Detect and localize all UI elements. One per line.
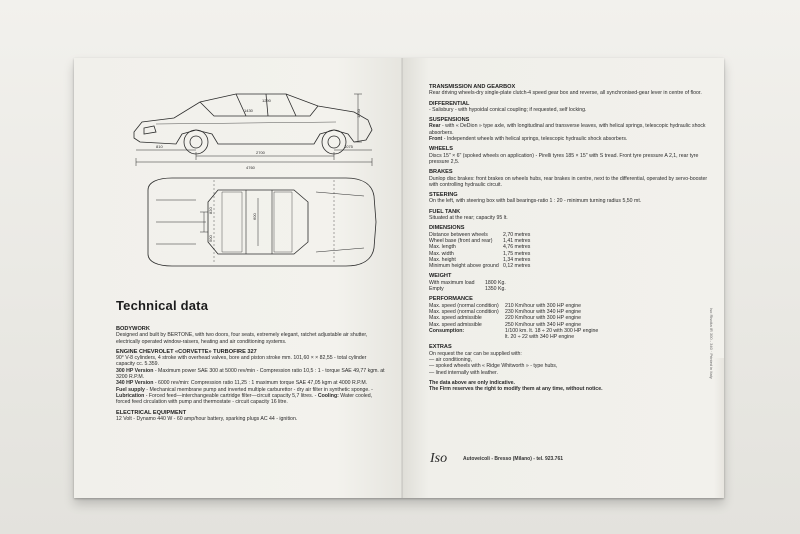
performance-key: Max. speed (normal condition) <box>429 302 499 309</box>
consumption-value: lt. 20 ÷ 22 with 340 HP engine <box>505 334 575 341</box>
dimension-value: 1,41 metres <box>503 237 531 244</box>
weight-key: Empty <box>429 286 444 293</box>
torn-edge <box>714 358 724 498</box>
performance-value: 250 Km/hour with 340 HP engine <box>505 321 582 328</box>
rear-suspension <box>429 123 714 136</box>
brochure-footer <box>429 448 714 468</box>
engine-text: 90° V-8 cylinders, 4 stroke with overhead valves, bore and piston stroke mm. 101,60 × × 82,55 - total cylinder capacity cc. 5.359. <box>116 355 367 368</box>
dimension-value: 0,12 metres <box>503 263 531 270</box>
consumption-label: Consumption: <box>429 327 465 334</box>
disclaimer <box>429 386 714 392</box>
front-suspension <box>429 136 714 142</box>
page-title: Technical data <box>116 298 209 313</box>
section-title-suspensions: SUSPENSIONS <box>429 117 470 124</box>
hp300-paragraph <box>116 368 386 381</box>
extras-intro: On request the car can be supplied with: <box>429 350 522 357</box>
performance-value: 210 Km/hour with 300 HP engine <box>505 302 582 309</box>
cooling-label: Cooling: <box>317 392 339 399</box>
fuel-text: - Mechanical membrane pump and inverted multiple carburettor - dry air filter in synthetic sponge. - <box>144 386 373 393</box>
firm-address: Autoveicoli - Bresso (Milano) - tel. 923.761 <box>463 456 564 462</box>
weight-key: With maximum load <box>429 279 475 286</box>
car-technical-drawings <box>96 72 386 304</box>
section-title-brakes: BRAKES <box>429 169 453 176</box>
extras-item: — lined internally with leather. <box>429 369 498 376</box>
transmission-text: Rear driving wheels-dry single-plate clutch-4 speed gear box and reverse, all synchronised-gear lever in centre of floor. <box>429 90 702 97</box>
performance-key: Max. speed admissible <box>429 321 482 328</box>
fuel-label: Fuel supply <box>116 386 145 393</box>
performance-key: Max. speed (normal condition) <box>429 308 499 315</box>
left-specs <box>116 326 386 422</box>
section-title-extras: EXTRAS <box>429 344 452 351</box>
dimension-value: 4,76 metres <box>503 244 531 251</box>
wheels-text: Discs 15" × 6" (spoked wheels on application) - Pirelli tyres 185 × 15" with S tread. Front tyre pressure A 2,1, rear tyre pressure 2,5. <box>429 152 699 165</box>
weight-row <box>429 286 714 292</box>
section-title-engine: ENGINE CHEVROLET «CORVETTE» TURBOFIRE 327 <box>116 348 257 355</box>
dim-label: 1290 <box>262 98 271 103</box>
front-label: Front <box>429 136 443 143</box>
dim-label: 1075 <box>344 144 353 149</box>
bodywork-text: Designed and built by BERTONE, with two doors, four seats, extremely elegant, ratchet adjustable air shutter, electrically operated window-raisers, heating and air conditioning systems. <box>116 332 368 345</box>
margin-note-text: Iso Rivolta IR 300 - 340 · Printed in Italy <box>709 308 714 379</box>
extras-item: — air conditioning, <box>429 356 472 363</box>
dimension-value: 1,75 metres <box>503 250 531 257</box>
left-page <box>74 58 403 498</box>
rear-label: Rear <box>429 123 441 130</box>
hp300-text: - Maximum power SAE 300 at 5000 rev/min - Compression ratio 10,5 : 1 - torque SAE 49,77 kgm. at 3200 R.P.M. <box>116 367 385 381</box>
section-title-wheels: WHEELS <box>429 146 453 153</box>
electrical-text: 12 Volt - Dynamo 440 W - 60 amp/hour battery, sparking plugs AC 44 - ignition. <box>116 415 298 422</box>
iso-logo <box>429 448 455 466</box>
lubrication-label: Lubrication <box>116 392 145 399</box>
weight-value: 1800 Kg. <box>485 279 506 286</box>
dim-label: 1430 <box>244 108 253 113</box>
disclaimer-line: The data above are only indicative. <box>429 379 515 386</box>
consumption-row <box>429 334 714 340</box>
hp300-label: 300 HP Version <box>116 367 154 374</box>
rear-text: - with « DeDion » type axle, with longitudinal and transverse leaves, with helical springs, telescopic hydraulic shock absorbers. <box>429 123 706 136</box>
dimension-key: Max. length <box>429 244 456 251</box>
fuel-tank-text: Situated at the rear; capacity 95 lt. <box>429 215 508 222</box>
extras-item: — spoked wheels with « Ridge Whitworth » - type hubs, <box>429 363 558 370</box>
steering-text: On the left, with steering box with ball bearings-ratio 1 : 20 - minimum turning radius 5,50 mt. <box>429 198 642 205</box>
dimension-key: Max. width <box>429 250 454 257</box>
right-page <box>403 58 724 498</box>
section-title-steering: STEERING <box>429 192 458 199</box>
section-title-performance: PERFORMANCE <box>429 296 473 303</box>
dim-label: 600 <box>252 213 257 220</box>
consumption-value: 1/100 km. lt. 18 ÷ 20 with 300 HP engine <box>505 327 599 334</box>
section-title-transmission: TRANSMISSION AND GEARBOX <box>429 84 516 90</box>
cooling-text: Water cooled, forced feed circulation with pump and thermostate - circuit capacity 16 litre. <box>116 392 373 406</box>
right-specs <box>429 84 714 392</box>
hp340-label: 340 HP Version <box>116 380 154 387</box>
brakes-text: Dunlop disc brakes: front brakes on wheels hubs, rear brakes in centre, next to the differential, operated by servo-booster with controlling hydraulic circuit. <box>429 175 708 188</box>
performance-key: Max. speed admissible <box>429 315 482 322</box>
disclaimer-line: The Firm reserves the right to modify them at any time, without notice. <box>429 386 603 393</box>
dim-label: 1250 <box>356 109 361 118</box>
dim-label: 500 <box>208 235 213 242</box>
section-title-electrical: ELECTRICAL EQUIPMENT <box>116 409 187 416</box>
front-text: - Independent wheels with helical springs, telescopic hydraulic shock absorbers. <box>442 136 628 143</box>
section-title-differential: DIFFERENTIAL <box>429 100 470 107</box>
lubrication-text: - Forced feed—interchangeable cartridge filter—circuit capacity 5,7 litres. - <box>144 392 318 399</box>
differential-text: - Salisbury - with hypoidal conical coupling; if requested, self locking. <box>429 106 587 113</box>
dim-label: 2700 <box>256 150 265 155</box>
section-title-dimensions: DIMENSIONS <box>429 225 465 232</box>
dimension-key: Max. height <box>429 256 456 263</box>
dimension-value: 2,70 metres <box>503 231 531 238</box>
performance-value: 230 Km/hour with 340 HP engine <box>505 308 582 315</box>
consumption-spacer <box>429 334 505 340</box>
dim-label: 4760 <box>246 165 255 170</box>
iso-logo-text: Iso <box>430 451 448 466</box>
section-title-weight: WEIGHT <box>429 273 452 280</box>
supply-paragraph <box>116 387 386 406</box>
dimension-key: Minimum height above ground <box>429 263 499 270</box>
brochure-spread <box>74 58 724 498</box>
dimension-value: 1,34 metres <box>503 256 531 263</box>
section-title-bodywork: BODYWORK <box>116 326 150 332</box>
dim-label: 820 <box>208 207 213 214</box>
dimension-row <box>429 263 714 269</box>
weight-value: 1350 Kg. <box>485 286 506 293</box>
performance-value: 220 Km/hour with 300 HP engine <box>505 315 582 322</box>
dimension-key: Distance between wheels <box>429 231 488 238</box>
section-title-fuel-tank: FUEL TANK <box>429 208 461 215</box>
hp340-text: - 6000 rev/min: Compression ratio 11,25 : 1 maximum torque SAE 47,05 kgm at 4000 R.P.M. <box>153 380 368 387</box>
dimension-key: Wheel base (front and rear) <box>429 237 493 244</box>
dim-label: 810 <box>156 144 163 149</box>
